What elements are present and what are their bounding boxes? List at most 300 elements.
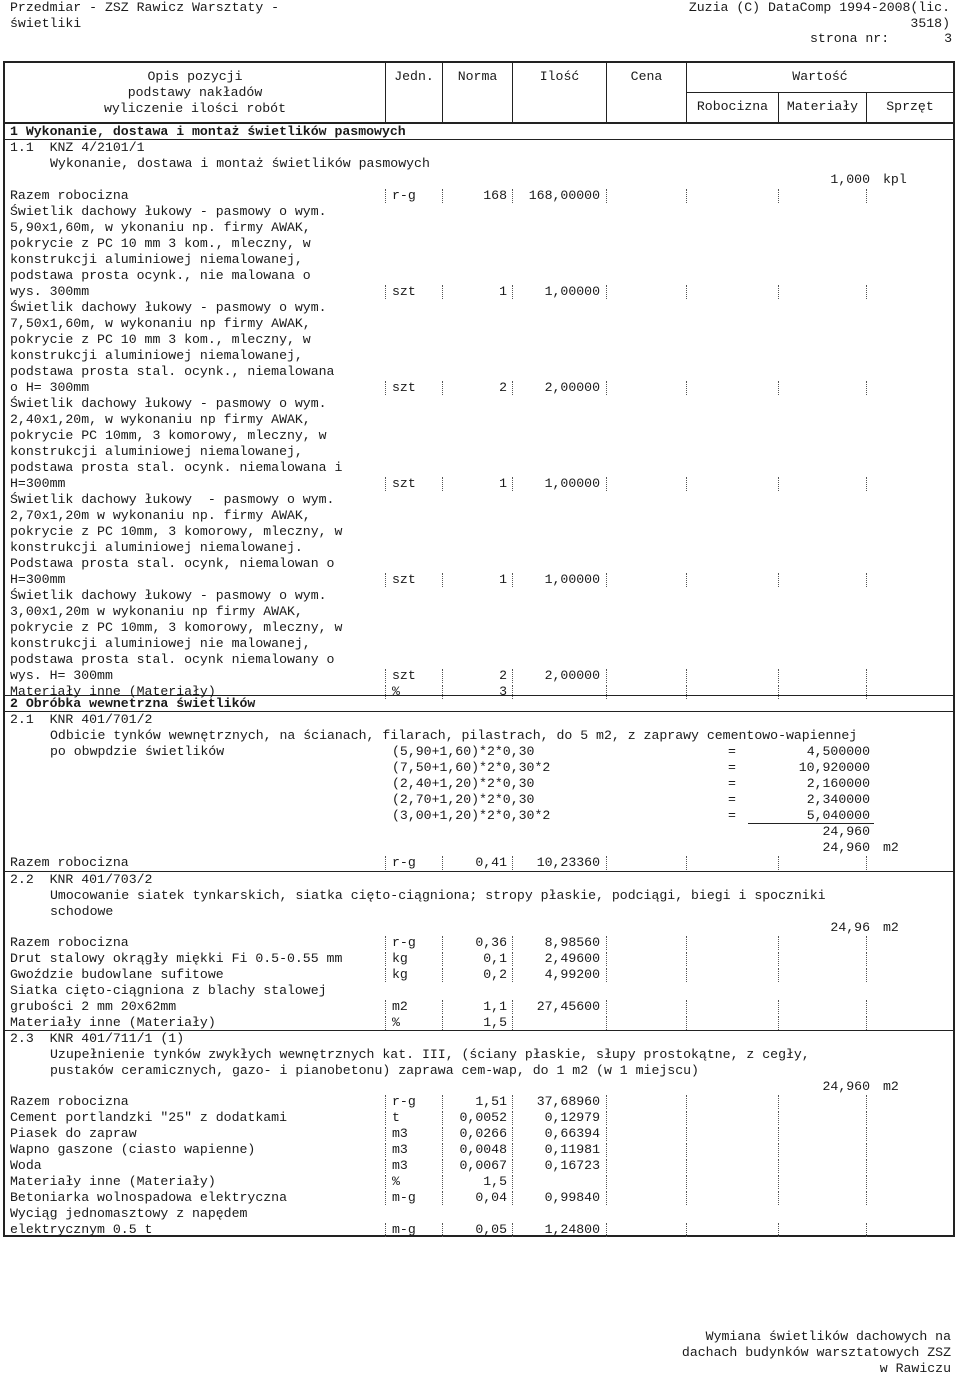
cell-separator bbox=[442, 685, 444, 699]
cell-separator bbox=[512, 669, 514, 683]
calc-value: 5,040000 bbox=[806, 808, 870, 823]
row-norma: 0,36 bbox=[475, 935, 507, 950]
row-description: Razem robocizna bbox=[10, 855, 129, 870]
cell-separator bbox=[512, 685, 514, 699]
cell-separator bbox=[686, 1143, 688, 1157]
row-norma: 0,0052 bbox=[459, 1110, 507, 1125]
position-2-1-total: 24,960 bbox=[822, 840, 870, 855]
row-description: podstawa prosta ocynk., nie malowana o bbox=[10, 268, 311, 283]
calc-value: 2,160000 bbox=[806, 776, 870, 791]
row-unit: szt bbox=[392, 284, 416, 299]
cell-separator bbox=[778, 1016, 780, 1030]
row-description: Woda bbox=[10, 1158, 42, 1173]
row-description: 7,50x1,60m, w wykonaniu np firmy AWAK, bbox=[10, 316, 311, 331]
row-quantity: 1,00000 bbox=[544, 572, 600, 587]
position-2-1-code: 2.1 KNR 401/701/2 bbox=[10, 712, 153, 727]
cell-separator bbox=[686, 1223, 688, 1237]
row-norma: 1,1 bbox=[483, 999, 507, 1014]
header-sprzet: Sprzęt bbox=[886, 99, 934, 114]
cell-separator bbox=[385, 1159, 387, 1173]
row-norma: 0,05 bbox=[475, 1222, 507, 1237]
cell-separator bbox=[512, 573, 514, 587]
cell-separator bbox=[442, 189, 444, 203]
row-description: konstrukcji aluminiowej niemalowanej, bbox=[10, 252, 303, 267]
cell-separator bbox=[778, 1223, 780, 1237]
cell-separator bbox=[385, 669, 387, 683]
row-unit: kg bbox=[392, 951, 408, 966]
cell-separator bbox=[686, 285, 688, 299]
row-description: wys. H= 300mm bbox=[10, 668, 113, 683]
row-norma: 0,41 bbox=[475, 855, 507, 870]
row-quantity: 2,00000 bbox=[544, 380, 600, 395]
row-description: konstrukcji aluminiowej niemalowanej, bbox=[10, 348, 303, 363]
row-norma: 1,5 bbox=[483, 1174, 507, 1189]
section-1-title: 1 Wykonanie, dostawa i montaż świetlików pasmowych bbox=[10, 124, 406, 139]
cell-separator bbox=[442, 477, 444, 491]
cell-separator bbox=[778, 573, 780, 587]
row-norma: 2 bbox=[499, 668, 507, 683]
position-2-3-description: Uzupełnienie tynków zwykłych wewnętrznych kat. III, (ściany płaskie, słupy prostokątne, z cegły, bbox=[50, 1047, 810, 1062]
position-1-1-unit: kpl bbox=[883, 172, 907, 187]
cell-separator bbox=[442, 1000, 444, 1014]
header-robocizna: Robocizna bbox=[696, 99, 769, 114]
cell-separator bbox=[606, 952, 608, 966]
cell-separator bbox=[778, 1191, 780, 1205]
cell-separator bbox=[385, 1016, 387, 1030]
cell-separator bbox=[442, 669, 444, 683]
cell-separator bbox=[385, 285, 387, 299]
calc-expression: (2,40+1,20)*2*0,30 bbox=[392, 776, 535, 791]
cell-separator bbox=[866, 1191, 868, 1205]
cell-separator bbox=[866, 1175, 868, 1189]
cell-separator bbox=[866, 1159, 868, 1173]
cell-separator bbox=[866, 285, 868, 299]
position-1-1-code: 1.1 KNZ 4/2101/1 bbox=[10, 140, 145, 155]
row-unit: m3 bbox=[392, 1126, 408, 1141]
table-top-border bbox=[3, 61, 955, 63]
row-quantity: 8,98560 bbox=[544, 935, 600, 950]
row-description: 2,70x1,20m w wykonaniu np. firmy AWAK, bbox=[10, 508, 311, 523]
cell-separator bbox=[442, 285, 444, 299]
cell-separator bbox=[778, 1143, 780, 1157]
cell-separator bbox=[866, 1000, 868, 1014]
row-norma: 1 bbox=[499, 572, 507, 587]
header-materialy: Materiały bbox=[786, 99, 859, 114]
cell-separator bbox=[512, 968, 514, 982]
calc-value: 2,340000 bbox=[806, 792, 870, 807]
cell-separator bbox=[606, 669, 608, 683]
row-norma: 1 bbox=[499, 476, 507, 491]
cell-separator bbox=[512, 1143, 514, 1157]
cell-separator bbox=[778, 189, 780, 203]
cell-separator bbox=[778, 381, 780, 395]
cell-separator bbox=[606, 1159, 608, 1173]
cell-separator bbox=[385, 477, 387, 491]
cell-separator bbox=[778, 285, 780, 299]
cell-separator bbox=[606, 1016, 608, 1030]
cell-separator bbox=[606, 1175, 608, 1189]
row-quantity: 37,68960 bbox=[536, 1094, 600, 1109]
cell-separator bbox=[778, 856, 780, 870]
cell-separator bbox=[778, 1175, 780, 1189]
position-2-2-unit: m2 bbox=[883, 920, 899, 935]
cell-separator bbox=[686, 381, 688, 395]
header-jedn: Jedn. bbox=[394, 69, 434, 84]
header-wyliczenie: wyliczenie ilości robót bbox=[103, 101, 287, 116]
calc-value: 10,920000 bbox=[798, 760, 870, 775]
cell-separator bbox=[385, 573, 387, 587]
header-norma: Norma bbox=[457, 69, 498, 84]
row-description: Piasek do zapraw bbox=[10, 1126, 137, 1141]
header-podstawy: podstawy nakładów bbox=[127, 85, 263, 100]
row-quantity: 0,66394 bbox=[544, 1126, 600, 1141]
cell-separator bbox=[442, 1095, 444, 1109]
position-2-2-quantity: 24,96 bbox=[830, 920, 870, 935]
cell-separator bbox=[442, 573, 444, 587]
cell-separator bbox=[778, 952, 780, 966]
row-unit: % bbox=[392, 684, 400, 699]
cell-separator bbox=[512, 477, 514, 491]
cell-separator bbox=[686, 952, 688, 966]
row-description: o H= 300mm bbox=[10, 380, 90, 395]
cell-separator bbox=[686, 1191, 688, 1205]
cell-separator bbox=[866, 1111, 868, 1125]
row-description: konstrukcji aluminiowej niemalowanej, bbox=[10, 444, 303, 459]
cell-separator bbox=[385, 1000, 387, 1014]
row-description: Materiały inne (Materiały) bbox=[10, 684, 216, 699]
position-2-3-unit: m2 bbox=[883, 1079, 899, 1094]
row-description: Świetlik dachowy łukowy - pasmowy o wym. bbox=[10, 492, 335, 507]
row-description: Razem robocizna bbox=[10, 935, 129, 950]
row-description: Cement portlandzki "25" z dodatkami bbox=[10, 1110, 287, 1125]
row-description: podstawa prosta stal. ocynk., niemalowana bbox=[10, 364, 335, 379]
header-left-line2: świetliki bbox=[10, 16, 82, 31]
calc-value: 4,500000 bbox=[806, 744, 870, 759]
header-ilosc: Ilość bbox=[539, 69, 580, 84]
row-unit: m-g bbox=[392, 1222, 416, 1237]
row-norma: 0,2 bbox=[483, 967, 507, 982]
section-divider bbox=[3, 139, 955, 140]
cell-separator bbox=[512, 1000, 514, 1014]
cell-separator bbox=[385, 1175, 387, 1189]
cell-separator bbox=[512, 189, 514, 203]
row-quantity: 0,11981 bbox=[544, 1142, 600, 1157]
row-description: 2,40x1,20m, w wykonaniu np firmy AWAK, bbox=[10, 412, 311, 427]
row-description: Świetlik dachowy łukowy - pasmowy o wym. bbox=[10, 396, 327, 411]
row-quantity: 0,16723 bbox=[544, 1158, 600, 1173]
cell-separator bbox=[512, 1159, 514, 1173]
cell-separator bbox=[866, 968, 868, 982]
cell-separator bbox=[442, 1143, 444, 1157]
calc-equals: = bbox=[728, 808, 736, 823]
row-unit: m-g bbox=[392, 1190, 416, 1205]
cell-separator bbox=[778, 1127, 780, 1141]
row-description: konstrukcji aluminiowej niemalowanej. bbox=[10, 540, 303, 555]
row-description: H=300mm bbox=[10, 476, 66, 491]
position-1-1-description: Wykonanie, dostawa i montaż świetlików pasmowych bbox=[50, 156, 430, 171]
row-description: Świetlik dachowy łukowy - pasmowy o wym. bbox=[10, 204, 327, 219]
calc-expression: (2,70+1,20)*2*0,30 bbox=[392, 792, 535, 807]
cell-separator bbox=[686, 1111, 688, 1125]
cell-separator bbox=[686, 1016, 688, 1030]
cell-separator bbox=[686, 477, 688, 491]
cell-separator bbox=[512, 381, 514, 395]
row-description: Świetlik dachowy łukowy - pasmowy o wym. bbox=[10, 588, 327, 603]
row-description: Wapno gaszone (ciasto wapienne) bbox=[10, 1142, 256, 1157]
cell-separator bbox=[606, 936, 608, 950]
row-description: konstrukcji aluminiowej nie malowanej, bbox=[10, 636, 311, 651]
cell-separator bbox=[778, 1095, 780, 1109]
cell-separator bbox=[442, 1111, 444, 1125]
cell-separator bbox=[606, 856, 608, 870]
cell-separator bbox=[866, 1143, 868, 1157]
cell-separator bbox=[512, 1175, 514, 1189]
cell-separator bbox=[866, 189, 868, 203]
cell-separator bbox=[778, 669, 780, 683]
row-quantity: 1,00000 bbox=[544, 284, 600, 299]
row-description: Materiały inne (Materiały) bbox=[10, 1174, 216, 1189]
cell-separator bbox=[512, 952, 514, 966]
row-norma: 0,04 bbox=[475, 1190, 507, 1205]
cell-separator bbox=[866, 381, 868, 395]
cell-separator bbox=[866, 936, 868, 950]
row-description: elektrycznym 0.5 t bbox=[10, 1222, 153, 1237]
cell-separator bbox=[606, 1111, 608, 1125]
row-description: 3,00x1,20m w wykonaniu np firmy AWAK, bbox=[10, 604, 303, 619]
row-unit: szt bbox=[392, 380, 416, 395]
row-description: pokrycie z PC 10mm, 3 komorowy, mleczny, w bbox=[10, 620, 343, 635]
footer-line3: w Rawiczu bbox=[879, 1361, 951, 1376]
row-norma: 0,1 bbox=[483, 951, 507, 966]
cell-separator bbox=[442, 952, 444, 966]
row-unit: t bbox=[392, 1110, 400, 1125]
cell-separator bbox=[442, 1191, 444, 1205]
row-description: Gwoździe budowlane sufitowe bbox=[10, 967, 224, 982]
cell-separator bbox=[778, 968, 780, 982]
row-quantity: 2,49600 bbox=[544, 951, 600, 966]
cell-separator bbox=[385, 1095, 387, 1109]
cell-separator bbox=[442, 1159, 444, 1173]
cell-separator bbox=[606, 685, 608, 699]
position-2-2-description: Umocowanie siatek tynkarskich, siatka cięto-ciągniona; stropy płaskie, podciągi, biegi i spoczniki bbox=[50, 888, 826, 903]
header-cena: Cena bbox=[630, 69, 663, 84]
position-2-1-unit: m2 bbox=[883, 840, 899, 855]
cell-separator bbox=[866, 685, 868, 699]
row-unit: r-g bbox=[392, 1094, 416, 1109]
row-unit: m2 bbox=[392, 999, 408, 1014]
cell-separator bbox=[512, 1223, 514, 1237]
footer-line2: dachach budynków warsztatowych ZSZ bbox=[681, 1345, 951, 1360]
row-description: H=300mm bbox=[10, 572, 66, 587]
cell-separator bbox=[778, 477, 780, 491]
cell-separator bbox=[512, 856, 514, 870]
row-norma: 0,0048 bbox=[459, 1142, 507, 1157]
row-norma: 2 bbox=[499, 380, 507, 395]
row-description: Podstawa prosta stal. ocynk, niemalowan o bbox=[10, 556, 335, 571]
row-description: pokrycie z PC 10mm, 3 komorowy, mleczny, w bbox=[10, 524, 343, 539]
cell-separator bbox=[385, 1111, 387, 1125]
row-quantity: 27,45600 bbox=[536, 999, 600, 1014]
cell-separator bbox=[686, 1175, 688, 1189]
cell-separator bbox=[442, 936, 444, 950]
cell-separator bbox=[866, 1127, 868, 1141]
cell-separator bbox=[606, 573, 608, 587]
cell-separator bbox=[866, 1016, 868, 1030]
cell-separator bbox=[442, 1127, 444, 1141]
cell-separator bbox=[442, 968, 444, 982]
row-description: pokrycie z PC 10 mm 3 kom., mleczny, w bbox=[10, 332, 311, 347]
cell-separator bbox=[606, 968, 608, 982]
cell-separator bbox=[866, 1223, 868, 1237]
cell-separator bbox=[606, 1000, 608, 1014]
cell-separator bbox=[385, 1127, 387, 1141]
cell-separator bbox=[606, 381, 608, 395]
row-description: pokrycie z PC 10 mm 3 kom., mleczny, w bbox=[10, 236, 311, 251]
cell-separator bbox=[606, 1223, 608, 1237]
cell-separator bbox=[866, 573, 868, 587]
row-unit: szt bbox=[392, 668, 416, 683]
table-left-border bbox=[3, 61, 5, 1237]
cell-separator bbox=[385, 856, 387, 870]
cell-separator bbox=[442, 1175, 444, 1189]
row-description: Siatka cięto-ciągniona z blachy stalowej bbox=[10, 983, 327, 998]
cell-separator bbox=[866, 856, 868, 870]
position-2-1-sum: 24,960 bbox=[822, 824, 870, 839]
row-quantity: 0,99840 bbox=[544, 1190, 600, 1205]
row-quantity: 168,00000 bbox=[528, 188, 600, 203]
cell-separator bbox=[385, 1223, 387, 1237]
row-norma: 168 bbox=[483, 188, 507, 203]
cell-separator bbox=[442, 1016, 444, 1030]
cell-separator bbox=[686, 968, 688, 982]
cell-separator bbox=[512, 1111, 514, 1125]
cell-separator bbox=[385, 1191, 387, 1205]
cell-separator bbox=[778, 1000, 780, 1014]
cell-separator bbox=[606, 285, 608, 299]
cell-separator bbox=[686, 573, 688, 587]
cell-separator bbox=[442, 856, 444, 870]
row-description: podstawa prosta stal. ocynk. niemalowana i bbox=[10, 460, 343, 475]
row-unit: szt bbox=[392, 572, 416, 587]
cell-separator bbox=[686, 685, 688, 699]
calc-expression: (5,90+1,60)*2*0,30 bbox=[392, 744, 535, 759]
cell-separator bbox=[866, 669, 868, 683]
position-2-1-calc-label: po obwpdzie świetlików bbox=[50, 744, 225, 759]
row-unit: % bbox=[392, 1015, 400, 1030]
row-unit: m3 bbox=[392, 1158, 408, 1173]
row-unit: r-g bbox=[392, 855, 416, 870]
row-unit: r-g bbox=[392, 188, 416, 203]
cell-separator bbox=[686, 1127, 688, 1141]
row-quantity: 2,00000 bbox=[544, 668, 600, 683]
calc-equals: = bbox=[728, 744, 736, 759]
cell-separator bbox=[442, 381, 444, 395]
cell-separator bbox=[512, 1095, 514, 1109]
page-number: 3 bbox=[944, 31, 952, 46]
cell-separator bbox=[686, 1000, 688, 1014]
row-norma: 0,0266 bbox=[459, 1126, 507, 1141]
header-separator bbox=[686, 92, 954, 93]
cell-separator bbox=[385, 381, 387, 395]
cell-separator bbox=[385, 936, 387, 950]
page-number-label: strona nr: bbox=[810, 31, 890, 46]
row-quantity: 10,23360 bbox=[536, 855, 600, 870]
row-norma: 1 bbox=[499, 284, 507, 299]
row-description: grubości 2 mm 20x62mm bbox=[10, 999, 177, 1014]
row-norma: 3 bbox=[499, 684, 507, 699]
cell-separator bbox=[606, 477, 608, 491]
cell-separator bbox=[512, 1127, 514, 1141]
row-unit: r-g bbox=[392, 935, 416, 950]
calc-equals: = bbox=[728, 792, 736, 807]
row-quantity: 1,00000 bbox=[544, 476, 600, 491]
row-quantity: 1,24800 bbox=[544, 1222, 600, 1237]
calc-expression: (7,50+1,60)*2*0,30*2 bbox=[392, 760, 551, 775]
table-right-border bbox=[953, 61, 955, 1237]
cell-separator bbox=[606, 1191, 608, 1205]
row-description: Materiały inne (Materiały) bbox=[10, 1015, 216, 1030]
calc-expression: (3,00+1,20)*2*0,30*2 bbox=[392, 808, 551, 823]
position-2-2-description-cont: schodowe bbox=[50, 904, 114, 919]
cell-separator bbox=[866, 1095, 868, 1109]
calc-equals: = bbox=[728, 760, 736, 775]
cell-separator bbox=[512, 1016, 514, 1030]
header-left-line1: Przedmiar - ZSZ Rawicz Warsztaty - bbox=[10, 0, 280, 15]
row-quantity: 0,12979 bbox=[544, 1110, 600, 1125]
cell-separator bbox=[866, 952, 868, 966]
row-description: Wyciąg jednomasztowy z napędem bbox=[10, 1206, 248, 1221]
row-description: Betoniarka wolnospadowa elektryczna bbox=[10, 1190, 287, 1205]
cell-separator bbox=[778, 1111, 780, 1125]
cell-separator bbox=[512, 285, 514, 299]
cell-separator bbox=[686, 669, 688, 683]
cell-separator bbox=[686, 936, 688, 950]
row-description: Drut stalowy okrągły miękki Fi 0.5-0.55 mm bbox=[10, 951, 343, 966]
cell-separator bbox=[778, 936, 780, 950]
position-2-1-description: Odbicie tynków wewnętrznych, na ścianach, filarach, pilastrach, do 5 m2, z zaprawy cementowo-wapiennej bbox=[50, 728, 858, 743]
row-unit: szt bbox=[392, 476, 416, 491]
cell-separator bbox=[385, 1143, 387, 1157]
cell-separator bbox=[606, 189, 608, 203]
row-norma: 1,5 bbox=[483, 1015, 507, 1030]
cell-separator bbox=[866, 477, 868, 491]
cell-separator bbox=[778, 1159, 780, 1173]
row-description: podstawa prosta stal. ocynk niemalowany o bbox=[10, 652, 335, 667]
position-1-1-quantity: 1,000 bbox=[830, 172, 870, 187]
cell-separator bbox=[686, 856, 688, 870]
cell-separator bbox=[512, 1191, 514, 1205]
cell-separator bbox=[442, 1223, 444, 1237]
row-unit: kg bbox=[392, 967, 408, 982]
row-quantity: 4,99200 bbox=[544, 967, 600, 982]
row-description: 5,90x1,60m, w ykonaniu np. firmy AWAK, bbox=[10, 220, 311, 235]
cell-separator bbox=[385, 968, 387, 982]
row-description: Świetlik dachowy łukowy - pasmowy o wym. bbox=[10, 300, 327, 315]
row-unit: % bbox=[392, 1174, 400, 1189]
position-2-3-code: 2.3 KNR 401/711/1 (1) bbox=[10, 1031, 185, 1046]
cell-separator bbox=[385, 189, 387, 203]
row-unit: m3 bbox=[392, 1142, 408, 1157]
calc-equals: = bbox=[728, 776, 736, 791]
header-opis: Opis pozycji bbox=[147, 69, 243, 84]
cell-separator bbox=[606, 1127, 608, 1141]
header-right-line1: Zuzia (C) DataComp 1994-2008(lic. bbox=[688, 0, 950, 15]
cell-separator bbox=[606, 1143, 608, 1157]
cell-separator bbox=[778, 685, 780, 699]
cell-separator bbox=[385, 685, 387, 699]
cell-separator bbox=[686, 1095, 688, 1109]
section-2-title: 2 Obróbka wewnetrzna świetlików bbox=[10, 696, 256, 711]
